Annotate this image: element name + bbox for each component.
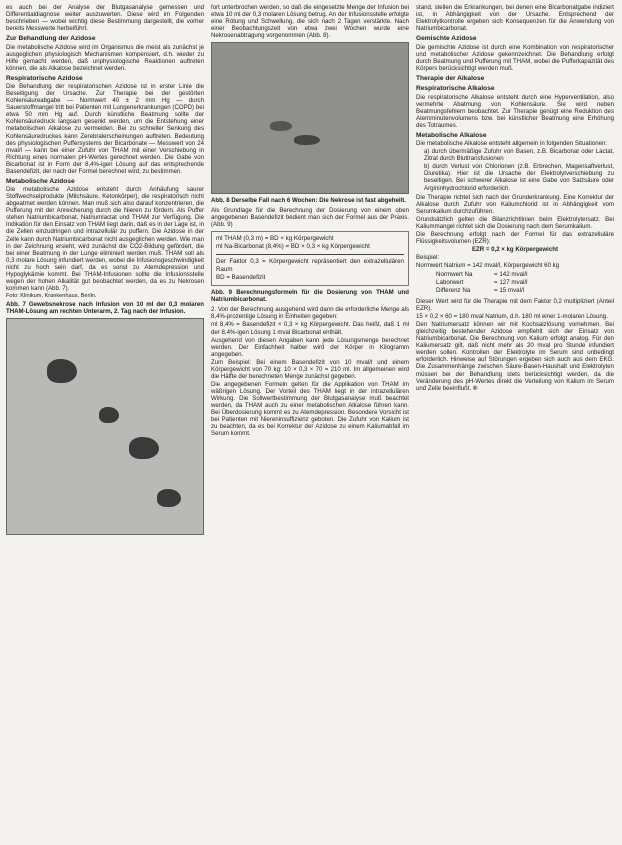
table-cell-label: Differenz Na [436, 287, 471, 295]
healed-lesion [294, 135, 320, 145]
section-heading: Gemischte Azidose [416, 35, 477, 43]
paragraph: Ausgehend von diesen Angaben kann jede Lösungsmenge berechnet werden. Der Einfachheit halber wird der Körper in Kilogramm angegeben. [211, 336, 409, 358]
list-item: b) durch Verlust von Chlorionen (z.B. Erbrechen, Magensaftverlust, Diuretika). Hier ist die Ursache der Elektrolytverschiebung zu beseitigen. Bei schwerer Alkalose ist eine Gabe von Salzsäure oder Argininhydrochlorid erforderlich. [424, 163, 614, 192]
paragraph: es auch bei der Analyse der Blutgasanalyse gemessen und Differentialdiagnose weiter auszuwerten. Diese wird im Folgenden beschrieben — wobei wichtig diese Bestimmung dargestellt, die vorher bereits Messwerte herbeiführt. [6, 4, 204, 33]
photo-credit: Foto: Klinikum, Krankenhaus, Berlin. [6, 292, 97, 299]
table-cell-label: Laborwert [436, 279, 464, 287]
paragraph: Die Berechnung erfolgt nach der Formel für das extrazelluläre Flüssigkeitsvolumen (EZR): [416, 230, 614, 245]
paragraph: Normwert Natrium = 142 mval/l, Körpergewicht 60 kg [416, 261, 560, 269]
necrosis-lesion [157, 489, 181, 507]
subsection-heading: Metabolische Alkalose [416, 131, 487, 139]
section-heading: Zur Behandlung der Azidose [6, 35, 96, 43]
formula-box [211, 231, 409, 286]
necrosis-lesion [47, 359, 77, 383]
paragraph: Als Grundlage für die Berechnung der Dosierung von einem oben angegebenen Basendefizit bedient man sich der Formel aus der Praxis. (Abb. 9) [211, 207, 409, 229]
paragraph: Die metabolische Alkalose entsteht allgemein in folgenden Situationen: [416, 140, 608, 148]
figure-7-photo [6, 318, 204, 535]
paragraph: Die Behandlung der respiratorischen Azidose ist in erster Linie die Beseitigung der Ursache. Zur Therapie bei der gestörten Kohlensäureabgabe — Normwert 40 ± 2 mm Hg — durch Sauerstoffmangel tritt bei Patienten mit Lungenerkrankungen (COPD) bei etwa 50 mm Hg auf. Durch künstliche Beatmung sollte der Kohlensäuredruck langsam gesenkt werden, um die Entstehung einer metabolischen Alkalose zu vermeiden. Bei zu schneller Senkung des Kohlensäuredruckes kann Zerebralerscheinungen auftreten. Bedeutung des physiologischen Puffersystems der Bicarbonate — Messwert von 24 mval/l — kann bei einer Zufuhr von THAM mit einer Verschiebung in Richtung eines normalen pH-Wertes gerechnet werden. Die Gabe von Bicarbonat ist in Form der 8,4%-igen Lösung auf das entsprechende Basendefizit, der nach der Formel berechnet wird, zu bestimmen. [6, 83, 204, 175]
text-column-2 [211, 4, 409, 839]
figure-8-caption: Abb. 8 Derselbe Fall nach 6 Wochen: Die Nekrose ist fast abgeheilt. [211, 197, 406, 205]
formula-legend: BD = Basendefizit [216, 274, 266, 282]
cause-list [416, 148, 614, 191]
table-row [436, 279, 614, 287]
necrosis-lesion [99, 407, 119, 423]
sodium-table [436, 271, 614, 295]
paragraph: 15 × 0,2 × 60 = 180 mval Natrium, d.h. 180 ml einer 1-molaren Lösung. [416, 313, 608, 321]
paragraph: Grundsätzlich gelten die Bilanzrichtlinien beim Elektrolytersatz. Bei Kaliummangel richtet sich die Dosierung nach dem Serumkalium. [416, 215, 614, 230]
paragraph: Zum Beispiel: Bei einem Basendefizit von 10 mval/l und einem Körpergewicht von 70 kg: 10 × 0,3 × 70 = 210 ml. Im allgemeinen wird die Hälfte der berechneten Menge zunächst gegeben. [211, 358, 409, 380]
subsection-heading: Respiratorische Alkalose [416, 85, 495, 93]
paragraph: stand, stellen die Erkrankungen, bei denen eine Bicarbonatgabe indiziert ist, in Abhängigkeit von der Ursache. Entsprechend der Elektrolytkontrolle ergeben sich Konsequenzen für die Anwendung von Natriumbicarbonat. [416, 4, 614, 33]
table-row [436, 271, 614, 279]
figure-7-caption: Abb. 7 Gewebsnekrose nach Infusion von 10 ml der 0,3 molaren THAM-Lösung am rechten Unterarm, 2. Tag nach der Infusion. [6, 300, 204, 315]
text-column-3 [416, 4, 614, 839]
formula-bicarbonate: ml Na-Bicarbonat (8,4%) = BD × 0,3 × kg Körpergewicht [216, 243, 370, 251]
paragraph: Die gemischte Azidose ist durch eine Kombination von respiratorischer und metabolischer Azidose gekennzeichnet. Die Behandlung erfolgt durch Beatmung und Pufferung mit THAM, wobei die Pufferkapazität des Körpers berücksichtigt werden muß. [416, 43, 614, 72]
paragraph-text: Den Natriumersatz können wir mit Kochsalzlösung vornehmen. Bei gleichzeitig bestehender Azidose empfiehlt sich der Einsatz von Natriumbicarbonat. Die Berechnung von Kalium erfolgt analog. Für den Kaliumersatz gilt, daß nicht mehr als 20 mval pro Stunde infundiert werden sollen. Kontrollen der Elektrolyte im Serum sind unbedingt erforderlich. Hinweise auf Störungen ergeben sich auch aus dem EKG. Die Zusammenhänge zwischen Säure-Basen-Haushalt und Elektrolyten müssen bei der Behandlung stets berücksichtigt werden, da die Veränderung des pH-Wertes direkt die Verteilung von Kalium im Serum und Zelle beeinflußt. [416, 321, 614, 392]
table-cell-value: = 142 mval/l [494, 271, 528, 279]
end-of-article-icon: ® [472, 384, 478, 392]
table-row [436, 287, 614, 295]
figure-9-caption: Abb. 9 Berechnungsformeln für die Dosierung von THAM und Natriumbicarbonat. [211, 289, 409, 304]
paragraph: fort unterbrochen werden, so daß die eingesetzte Menge der Infusion bei etwa 10 ml der 0,3 molaren Lösung betrug. An der Infusionsstelle erfolgte eine Rötung und Schwellung, die sich nach 2 Tagen verstärkte. Nach einer Beobachtungszeit von etwa zwei Wochen wurde eine Nekrosenabtragung vorgenommen (Abb. 8). [211, 4, 409, 40]
paragraph [416, 321, 614, 391]
section-heading: Respiratorische Azidose [6, 74, 83, 82]
text-column-1 [6, 4, 204, 839]
list-item: a) durch übermäßige Zufuhr von Basen, z.B. Bicarbonat oder Lactat, Zitrat durch Bluttransfusionen [424, 148, 614, 163]
table-cell-value: = 15 mval/l [494, 287, 525, 295]
section-heading: Therapie der Alkalose [416, 74, 485, 82]
formula-divider [216, 254, 404, 255]
paragraph: Die metabolische Azidose entsteht durch Anhäufung saurer Stoffwechselprodukte (Milchsäure, Ketonkörper), die respiratorisch nicht abgeatmet werden können. Man muß sich also darauf konzentrieren, die Pufferung mit der Anreicherung durch die Nieren zu fördern. Als Puffer stehen Natriumbicarbonat, Natriumlactat und THAM zur Verfügung. Die Indikation für den Einsatz von THAM liegt darin, daß es in der Lage ist, in die Zellen einzudringen und intrazellulär zu puffern. Die Azidose in der Zelle kann durch Natriumbicarbonat nicht ausgeglichen werden. Wie man in der Zeichnung ersieht, wird zunächst die CO2-Bildung gefördert, die bei einer Beatmung in der Lunge eliminiert werden muß. THAM soll als 0,3 molare Lösung infundiert werden, wobei die Infusionsgeschwindigkeit nicht zu hoch sein darf, da es sonst zu Atemdepression und Hypoglykämie kommt. Bei THAM-Infusionen sollte die Infusionsstelle wegen der hohen Alkalität gut beobachtet werden, da es zu Nekrosen kommen kann (Abb. 7). [6, 186, 204, 292]
table-cell-value: = 127 mval/l [494, 279, 528, 287]
paragraph: 2. Von der Berechnung ausgehend wird dann die erforderliche Menge als 8,4%-prozentige Lösung in Einheiten gegeben: [211, 306, 409, 321]
paragraph: ml 8,4% = Basendefizit × 0,3 × kg Körpergewicht. Das heißt, daß 1 ml der 8,4%-igen Lösung 1 mval Bicarbonat enthält. [211, 321, 409, 336]
formula-ezr: EZR = 0,2 × kg Körpergewicht [471, 245, 558, 253]
figure-8-photo [211, 42, 409, 194]
section-heading: Metabolische Azidose [6, 177, 75, 185]
formula-tham: ml THAM (0,3 m) = BD × kg Körpergewicht [216, 235, 334, 243]
paragraph: Die Therapie richtet sich nach der Grunderkrankung. Eine Korrektur der Alkalose durch Zufuhr von Kaliumchlorid ist in Abhängigkeit vom Serumkalium durchzuführen. [416, 193, 614, 215]
necrosis-lesion [129, 437, 159, 459]
paragraph: Die angegebenen Formeln gelten für die Applikation von THAM im wäßrigen Lösung. Der Vorteil des THAM liegt in der intrazellulären Wirkung. Die Sollwertbestimmung der Blutgasanalyse muß beachtet werden, da THAM auch zu einer metabolischen Alkalose führen kann. Bei Überdosierung kommt es zu Atemdepression. Besondere Vorsicht ist bei Patienten mit Niereninsuffizienz geboten. Die Zufuhr von Kalium ist zu beachten, da es bei Korrektur der Azidose zu einem Kaliumabfall im Serum kommt. [211, 380, 409, 438]
paragraph: Die metabolische Azidose wird im Organismus die meist als zunächst je ausgeglichen physiologisch Mechanismen kompensiert, d.h. wieder zu Hilfe gemacht werden, daß unphysiologische Reaktionen auftreten können, die als Alkalose bezeichnet werden. [6, 43, 204, 72]
formula-note: Der Faktor 0,3 = Körpergewicht repräsentiert den extrazellulären Raum [216, 258, 404, 274]
paragraph: Die respiratorische Alkalose entsteht durch eine Hyperventilation, also vermehrte Abatmung von Kohlensäure. Sie wird neben Beatmungsfehlern beobachtet. Zur Therapie genügt eine Reduktion des Atemminutenvolumens bzw. bei künstlicher Beatmung eine Erhöhung des Totraumes. [416, 93, 614, 129]
paragraph: Dieser Wert wird für die Therapie mit dem Faktor 0,2 multipliziert (Anteil EZR). [416, 298, 614, 313]
paragraph: Beispiel: [416, 253, 440, 261]
table-cell-label: Normwert Na [436, 271, 473, 279]
healed-lesion [270, 121, 292, 131]
